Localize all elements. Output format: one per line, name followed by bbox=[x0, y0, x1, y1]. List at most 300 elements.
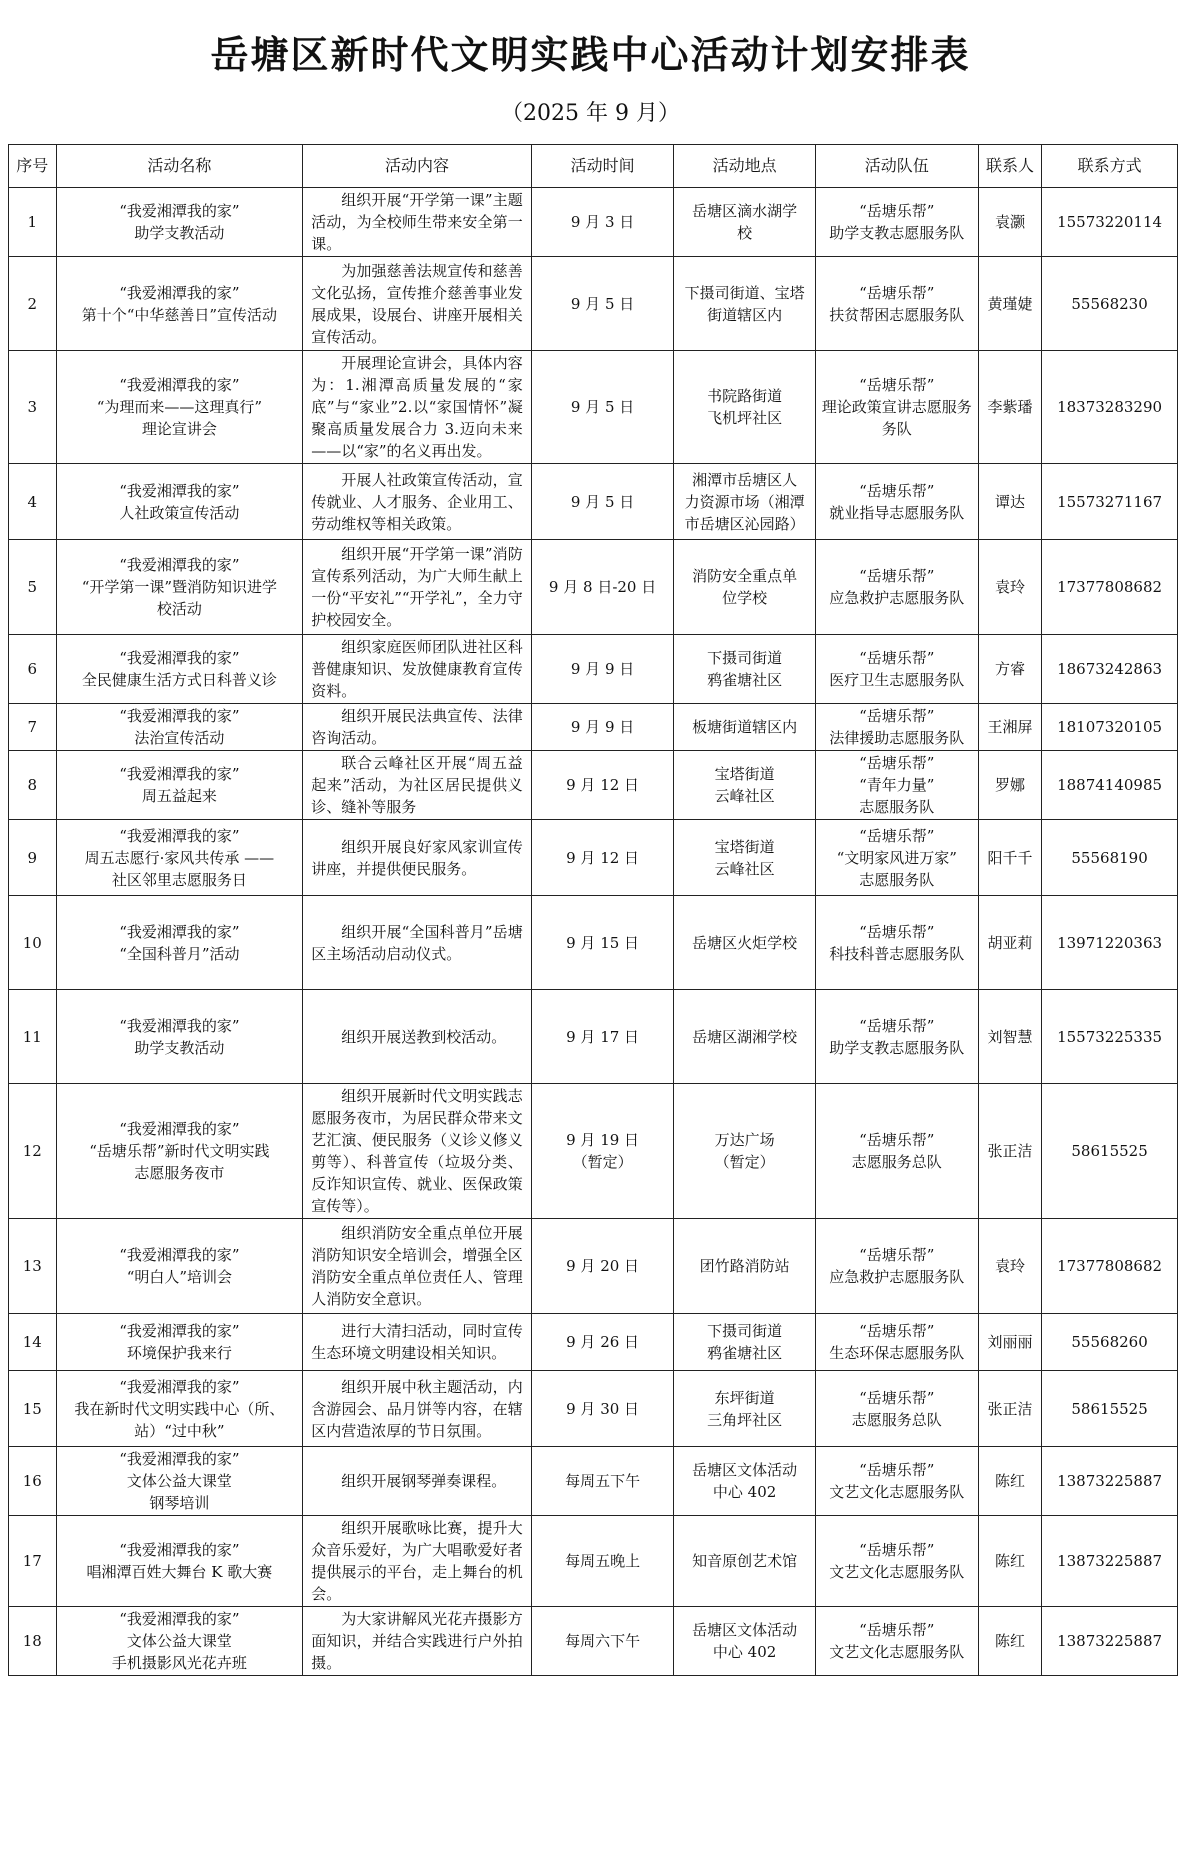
cell-name-line: “为理而来——这理真行” bbox=[96, 398, 263, 416]
cell-name-line: “我爱湘潭我的家” bbox=[119, 826, 240, 845]
cell-place-line: 街道辖区内 bbox=[707, 305, 783, 324]
cell-phone: 13873225887 bbox=[1042, 1607, 1178, 1676]
cell-name-line: 唱湘潭百姓大舞台 K 歌大赛 bbox=[86, 1563, 273, 1581]
cell-phone: 17377808682 bbox=[1042, 540, 1178, 635]
cell-time bbox=[531, 635, 674, 704]
cell-no: 8 bbox=[9, 751, 57, 820]
cell-team-line: “岳塘乐帮” bbox=[859, 376, 935, 394]
cell-no: 4 bbox=[9, 464, 57, 540]
content-text: 组织消防安全重点单位开展消防知识安全培训会，增强全区消防安全重点单位责任人、管理人消防安全意识。 bbox=[311, 1224, 523, 1308]
cell-name bbox=[56, 464, 303, 540]
cell-team bbox=[815, 990, 978, 1084]
header-contact: 联系人 bbox=[978, 145, 1041, 188]
content-text: 进行大清扫活动，同时宣传生态环境文明建设相关知识。 bbox=[311, 1322, 523, 1362]
cell-team-line: 医疗卫生志愿服务队 bbox=[829, 671, 965, 689]
cell-content bbox=[303, 751, 532, 820]
cell-name-line: 社区邻里志愿服务日 bbox=[111, 870, 247, 889]
cell-name bbox=[56, 704, 303, 751]
cell-time-line: 9 月 12 日 bbox=[566, 776, 640, 794]
cell-contact: 刘丽丽 bbox=[978, 1314, 1041, 1371]
cell-name-line: “我爱湘潭我的家” bbox=[119, 707, 240, 725]
cell-phone: 13873225887 bbox=[1042, 1516, 1178, 1607]
cell-team bbox=[815, 820, 978, 896]
cell-place-line: 市岳塘区沁园路） bbox=[684, 514, 805, 533]
cell-place bbox=[674, 1219, 815, 1314]
table-header-row bbox=[9, 145, 1178, 188]
cell-place-line: 位学校 bbox=[722, 589, 768, 607]
table-row bbox=[9, 540, 1178, 635]
table-row bbox=[9, 464, 1178, 540]
header-phone: 联系方式 bbox=[1042, 145, 1178, 188]
cell-place-line: 宝塔街道 bbox=[714, 765, 775, 783]
cell-no: 15 bbox=[9, 1371, 57, 1447]
cell-content bbox=[303, 1371, 532, 1447]
cell-name-line: “我爱湘潭我的家” bbox=[119, 649, 240, 667]
cell-place-line: 湘潭市岳塘区人 bbox=[692, 470, 798, 489]
cell-phone: 15573225335 bbox=[1042, 990, 1178, 1084]
cell-no: 2 bbox=[9, 257, 57, 351]
cell-name-line: “我爱湘潭我的家” bbox=[119, 1610, 240, 1628]
header-name: 活动名称 bbox=[56, 145, 303, 188]
cell-phone: 55568260 bbox=[1042, 1314, 1178, 1371]
cell-no: 3 bbox=[9, 351, 57, 464]
cell-place-line: 消防安全重点单 bbox=[692, 567, 798, 585]
content-text: 组织开展“全国科普月”岳塘区主场活动启动仪式。 bbox=[311, 922, 523, 963]
cell-name-line: “我爱湘潭我的家” bbox=[119, 1322, 240, 1340]
content-text: 组织开展中秋主题活动，内含游园会、品月饼等内容，在辖区内营造浓厚的节日氛围。 bbox=[311, 1377, 523, 1440]
cell-team-line: 助学支教志愿服务队 bbox=[829, 224, 965, 242]
cell-team-line: 志愿服务队 bbox=[859, 870, 935, 889]
content-text: 联合云峰社区开展“周五益起来”活动，为社区居民提供义诊、缝补等服务 bbox=[311, 754, 523, 816]
cell-team-line: 生态环保志愿服务队 bbox=[829, 1344, 965, 1362]
cell-name-line: “我爱湘潭我的家” bbox=[119, 765, 240, 783]
page-subtitle: （2025 年 9 月） bbox=[501, 101, 680, 126]
cell-team-line: “岳塘乐帮” bbox=[859, 1246, 935, 1264]
cell-no: 10 bbox=[9, 896, 57, 990]
cell-contact: 陈红 bbox=[978, 1447, 1041, 1516]
cell-name-line: “我爱湘潭我的家” bbox=[119, 1120, 240, 1138]
cell-phone: 18373283290 bbox=[1042, 351, 1178, 464]
cell-place-line: 中心 402 bbox=[712, 1483, 777, 1501]
cell-no: 1 bbox=[9, 188, 57, 257]
cell-team-line: 扶贫帮困志愿服务队 bbox=[829, 305, 965, 324]
cell-team bbox=[815, 1219, 978, 1314]
cell-place-line: 下摄司街道 bbox=[707, 1322, 783, 1340]
cell-time bbox=[531, 351, 674, 464]
cell-name-line: “开学第一课”暨消防知识进学 bbox=[81, 578, 278, 596]
cell-time bbox=[531, 896, 674, 990]
cell-time-line: 9 月 15 日 bbox=[566, 933, 640, 952]
content-text: 组织开展“开学第一课”消防宣传系列活动，为广大师生献上一份“平安礼”“开学礼”，全力守护校园安全。 bbox=[311, 545, 523, 629]
cell-place-line: 鸦雀塘社区 bbox=[707, 671, 783, 689]
cell-content bbox=[303, 257, 532, 351]
cell-team-line: 文艺文化志愿服务队 bbox=[829, 1483, 965, 1501]
cell-time bbox=[531, 1447, 674, 1516]
cell-place-line: 鸦雀塘社区 bbox=[707, 1344, 783, 1362]
cell-name-line: “我爱湘潭我的家” bbox=[119, 1377, 240, 1396]
cell-name bbox=[56, 1314, 303, 1371]
cell-place-line: 中心 402 bbox=[712, 1643, 777, 1661]
cell-name bbox=[56, 1371, 303, 1447]
cell-time bbox=[531, 188, 674, 257]
cell-team bbox=[815, 188, 978, 257]
cell-name bbox=[56, 990, 303, 1084]
cell-name bbox=[56, 1516, 303, 1607]
cell-contact: 王湘屏 bbox=[978, 704, 1041, 751]
cell-place bbox=[674, 1084, 815, 1219]
cell-team-line: “岳塘乐帮” bbox=[859, 707, 935, 725]
content-text: 组织开展歌咏比赛，提升大众音乐爱好，为广大唱歌爱好者提供展示的平台，走上舞台的机会。 bbox=[311, 1519, 523, 1603]
cell-time bbox=[531, 990, 674, 1084]
cell-time-line: 9 月 5 日 bbox=[570, 398, 635, 416]
cell-no: 5 bbox=[9, 540, 57, 635]
cell-name-line: “我爱湘潭我的家” bbox=[119, 481, 240, 500]
cell-name-line: “明白人”培训会 bbox=[126, 1268, 233, 1286]
cell-name-line: 周五益起来 bbox=[141, 787, 217, 805]
cell-place-line: 下摄司街道 bbox=[707, 649, 783, 667]
cell-team-line: 志愿服务总队 bbox=[851, 1153, 942, 1171]
cell-place bbox=[674, 1447, 815, 1516]
cell-contact: 陈红 bbox=[978, 1607, 1041, 1676]
cell-time bbox=[531, 540, 674, 635]
table-row bbox=[9, 635, 1178, 704]
cell-contact: 阳千千 bbox=[978, 820, 1041, 896]
cell-name-line: 环境保护我来行 bbox=[126, 1344, 232, 1362]
cell-contact: 袁玲 bbox=[978, 1219, 1041, 1314]
cell-time bbox=[531, 704, 674, 751]
cell-content bbox=[303, 1516, 532, 1607]
content-text: 组织开展新时代文明实践志愿服务夜市，为居民群众带来文艺汇演、便民服务（义诊义修义剪等）、科普宣传（垃圾分类、反诈知识宣传、就业、医保政策宣传等）。 bbox=[311, 1087, 523, 1215]
cell-phone: 13971220363 bbox=[1042, 896, 1178, 990]
cell-name-line: 法治宣传活动 bbox=[134, 729, 225, 747]
cell-phone: 55568190 bbox=[1042, 820, 1178, 896]
cell-phone: 13873225887 bbox=[1042, 1447, 1178, 1516]
cell-name bbox=[56, 896, 303, 990]
cell-time-line: 9 月 5 日 bbox=[570, 492, 635, 511]
cell-place-line: 书院路街道 bbox=[707, 387, 783, 405]
cell-team bbox=[815, 1314, 978, 1371]
cell-place-line: 飞机坪社区 bbox=[707, 409, 783, 427]
cell-team-line: 志愿服务总队 bbox=[851, 1410, 942, 1429]
content-text: 组织开展民法典宣传、法律咨询活动。 bbox=[311, 707, 523, 747]
cell-team-line: “岳塘乐帮” bbox=[859, 1322, 935, 1340]
cell-name-line: “我爱湘潭我的家” bbox=[119, 202, 240, 220]
cell-name-line: 助学支教活动 bbox=[134, 1038, 225, 1057]
cell-name-line: 第十个“中华慈善日”宣传活动 bbox=[81, 305, 278, 324]
table-row bbox=[9, 751, 1178, 820]
cell-contact: 胡亚莉 bbox=[978, 896, 1041, 990]
cell-phone: 15573271167 bbox=[1042, 464, 1178, 540]
cell-phone: 18673242863 bbox=[1042, 635, 1178, 704]
cell-team-line: 文艺文化志愿服务队 bbox=[829, 1563, 965, 1581]
cell-team bbox=[815, 1607, 978, 1676]
cell-time-line: 9 月 3 日 bbox=[570, 213, 635, 231]
cell-name-line: “我爱湘潭我的家” bbox=[119, 1016, 240, 1035]
cell-no: 16 bbox=[9, 1447, 57, 1516]
table-row bbox=[9, 257, 1178, 351]
cell-team bbox=[815, 1084, 978, 1219]
cell-team bbox=[815, 704, 978, 751]
header-time: 活动时间 bbox=[531, 145, 674, 188]
cell-place bbox=[674, 1607, 815, 1676]
cell-place-line: 三角坪社区 bbox=[707, 1410, 783, 1429]
cell-team-line: “岳塘乐帮” bbox=[859, 567, 935, 585]
table-row bbox=[9, 1219, 1178, 1314]
cell-team-line: 就业指导志愿服务队 bbox=[829, 503, 965, 522]
cell-team bbox=[815, 1371, 978, 1447]
cell-time bbox=[531, 1516, 674, 1607]
cell-team-line: 务队 bbox=[881, 420, 912, 438]
cell-name-line: 文体公益大课堂 bbox=[126, 1632, 232, 1650]
cell-content bbox=[303, 1607, 532, 1676]
cell-place-line: 知音原创艺术馆 bbox=[692, 1552, 798, 1570]
cell-team-line: “岳塘乐帮” bbox=[859, 1388, 935, 1407]
cell-time-line: 9 月 17 日 bbox=[566, 1027, 640, 1046]
cell-name-line: 志愿服务夜市 bbox=[134, 1164, 225, 1182]
cell-no: 17 bbox=[9, 1516, 57, 1607]
cell-team bbox=[815, 635, 978, 704]
cell-time bbox=[531, 1371, 674, 1447]
cell-time bbox=[531, 820, 674, 896]
content-text: 为大家讲解风光花卉摄影方面知识，并结合实践进行户外拍摄。 bbox=[311, 1610, 523, 1672]
cell-place bbox=[674, 1371, 815, 1447]
content-text: 开展理论宣讲会，具体内容为：1.湘潭高质量发展的“家底”与“家业”2.以“家国情怀”凝聚高质量发展合力 3.迈向未来——以“家”的名义再出发。 bbox=[311, 354, 523, 460]
cell-name-line: 全民健康生活方式日科普义诊 bbox=[81, 671, 277, 689]
cell-content bbox=[303, 540, 532, 635]
table-row bbox=[9, 1516, 1178, 1607]
cell-place bbox=[674, 1516, 815, 1607]
cell-place-line: （暂定） bbox=[714, 1153, 775, 1171]
cell-time-line: 每周六下午 bbox=[565, 1632, 641, 1650]
cell-name-line: “我爱湘潭我的家” bbox=[119, 556, 240, 574]
cell-name-line: “我爱湘潭我的家” bbox=[119, 922, 240, 941]
cell-time-line: 9 月 20 日 bbox=[566, 1257, 640, 1275]
content-text: 组织开展钢琴弹奏课程。 bbox=[341, 1472, 507, 1490]
cell-team-line: 助学支教志愿服务队 bbox=[829, 1038, 965, 1057]
cell-name bbox=[56, 820, 303, 896]
cell-name bbox=[56, 540, 303, 635]
cell-no: 6 bbox=[9, 635, 57, 704]
content-text: 开展人社政策宣传活动，宣传就业、人才服务、企业用工、劳动维权等相关政策。 bbox=[311, 470, 523, 533]
cell-time bbox=[531, 1314, 674, 1371]
cell-time-line: 9 月 5 日 bbox=[570, 294, 635, 313]
cell-place bbox=[674, 464, 815, 540]
cell-contact: 陈红 bbox=[978, 1516, 1041, 1607]
cell-time-line: 9 月 9 日 bbox=[570, 660, 635, 678]
cell-content bbox=[303, 635, 532, 704]
cell-phone: 18874140985 bbox=[1042, 751, 1178, 820]
cell-team-line: “岳塘乐帮” bbox=[859, 481, 935, 500]
cell-place bbox=[674, 704, 815, 751]
cell-team-line: “岳塘乐帮” bbox=[859, 1461, 935, 1479]
cell-content bbox=[303, 351, 532, 464]
cell-team-line: “青年力量” bbox=[859, 776, 935, 794]
cell-content bbox=[303, 1219, 532, 1314]
cell-contact: 张正洁 bbox=[978, 1371, 1041, 1447]
cell-time bbox=[531, 257, 674, 351]
cell-contact: 谭达 bbox=[978, 464, 1041, 540]
cell-time bbox=[531, 751, 674, 820]
cell-name bbox=[56, 351, 303, 464]
cell-name-line: “全国科普月”活动 bbox=[119, 944, 240, 963]
cell-no: 13 bbox=[9, 1219, 57, 1314]
cell-time bbox=[531, 1084, 674, 1219]
cell-time bbox=[531, 1607, 674, 1676]
table-row bbox=[9, 896, 1178, 990]
cell-no: 12 bbox=[9, 1084, 57, 1219]
cell-time bbox=[531, 1219, 674, 1314]
cell-team-line: “岳塘乐帮” bbox=[859, 202, 935, 220]
cell-phone: 58615525 bbox=[1042, 1371, 1178, 1447]
cell-team-line: “岳塘乐帮” bbox=[859, 649, 935, 667]
cell-name-line: “岳塘乐帮”新时代文明实践 bbox=[89, 1142, 270, 1160]
cell-place-line: 岳塘区文体活动 bbox=[692, 1461, 798, 1479]
cell-team-line: “岳塘乐帮” bbox=[859, 1131, 935, 1149]
cell-place bbox=[674, 820, 815, 896]
cell-no: 9 bbox=[9, 820, 57, 896]
cell-time-line: 9 月 26 日 bbox=[566, 1333, 640, 1351]
cell-name bbox=[56, 635, 303, 704]
cell-name-line: 我在新时代文明实践中心（所、 bbox=[74, 1399, 285, 1418]
cell-name-line: 站）“过中秋” bbox=[134, 1421, 225, 1440]
cell-team bbox=[815, 896, 978, 990]
cell-name bbox=[56, 257, 303, 351]
cell-content bbox=[303, 704, 532, 751]
content-text: 组织家庭医师团队进社区科普健康知识、发放健康教育宣传资料。 bbox=[311, 638, 523, 700]
cell-team-line: 科技科普志愿服务队 bbox=[829, 944, 965, 963]
cell-place-line: 云峰社区 bbox=[714, 787, 775, 805]
cell-team-line: 法律援助志愿服务队 bbox=[829, 729, 965, 747]
cell-time-line: （暂定） bbox=[572, 1153, 633, 1171]
cell-place-line: 下摄司街道、宝塔 bbox=[684, 283, 805, 302]
cell-team-line: 应急救护志愿服务队 bbox=[829, 1268, 965, 1286]
cell-content bbox=[303, 188, 532, 257]
cell-contact: 黄瑾婕 bbox=[978, 257, 1041, 351]
cell-time-line: 每周五下午 bbox=[565, 1472, 641, 1490]
cell-place bbox=[674, 990, 815, 1084]
cell-place bbox=[674, 1314, 815, 1371]
content-text: 组织开展送教到校活动。 bbox=[341, 1027, 507, 1046]
cell-place-line: 团竹路消防站 bbox=[699, 1257, 790, 1275]
cell-contact: 袁玲 bbox=[978, 540, 1041, 635]
header-team: 活动队伍 bbox=[815, 145, 978, 188]
content-text: 组织开展“开学第一课”主题活动，为全校师生带来安全第一课。 bbox=[311, 191, 523, 253]
cell-place bbox=[674, 257, 815, 351]
cell-team bbox=[815, 464, 978, 540]
cell-place-line: 力资源市场（湘潭 bbox=[684, 492, 805, 511]
cell-time-line: 9 月 8 日-20 日 bbox=[548, 578, 657, 596]
cell-place-line: 岳塘区火炬学校 bbox=[692, 933, 798, 952]
cell-phone: 58615525 bbox=[1042, 1084, 1178, 1219]
cell-content bbox=[303, 990, 532, 1084]
cell-place-line: 岳塘区湖湘学校 bbox=[692, 1027, 798, 1046]
cell-no: 11 bbox=[9, 990, 57, 1084]
table-row bbox=[9, 1447, 1178, 1516]
cell-content bbox=[303, 1447, 532, 1516]
cell-name-line: 理论宣讲会 bbox=[141, 420, 217, 438]
cell-time-line: 9 月 19 日 bbox=[566, 1131, 640, 1149]
table-row bbox=[9, 351, 1178, 464]
cell-team-line: “文明家风进万家” bbox=[836, 848, 957, 867]
cell-contact: 方睿 bbox=[978, 635, 1041, 704]
cell-team bbox=[815, 540, 978, 635]
cell-name bbox=[56, 1607, 303, 1676]
cell-content bbox=[303, 1084, 532, 1219]
cell-team-line: “岳塘乐帮” bbox=[859, 1541, 935, 1559]
cell-name-line: “我爱湘潭我的家” bbox=[119, 1450, 240, 1468]
table-row bbox=[9, 990, 1178, 1084]
cell-team bbox=[815, 257, 978, 351]
cell-time bbox=[531, 464, 674, 540]
table-row bbox=[9, 1607, 1178, 1676]
cell-name bbox=[56, 1447, 303, 1516]
content-text: 组织开展良好家风家训宣传讲座，并提供便民服务。 bbox=[311, 837, 523, 878]
cell-content bbox=[303, 1314, 532, 1371]
cell-place-line: 万达广场 bbox=[714, 1131, 775, 1149]
cell-phone: 15573220114 bbox=[1042, 188, 1178, 257]
cell-no: 14 bbox=[9, 1314, 57, 1371]
cell-place-line: 宝塔街道 bbox=[714, 837, 775, 856]
cell-team-line: 应急救护志愿服务队 bbox=[829, 589, 965, 607]
cell-place-line: 校 bbox=[737, 224, 753, 242]
content-text: 为加强慈善法规宣传和慈善文化弘扬，宣传推介慈善事业发展成果，设展台、讲座开展相关宣传活动。 bbox=[311, 261, 523, 346]
cell-name-line: “我爱湘潭我的家” bbox=[119, 1246, 240, 1264]
cell-team-line: 文艺文化志愿服务队 bbox=[829, 1643, 965, 1661]
cell-name bbox=[56, 1084, 303, 1219]
cell-team-line: 理论政策宣讲志愿服务 bbox=[821, 398, 972, 416]
cell-team-line: 志愿服务队 bbox=[859, 798, 935, 816]
cell-name bbox=[56, 188, 303, 257]
cell-place bbox=[674, 351, 815, 464]
cell-time-line: 9 月 9 日 bbox=[570, 718, 635, 736]
table-row bbox=[9, 1314, 1178, 1371]
cell-contact: 李紫璠 bbox=[978, 351, 1041, 464]
header-no: 序号 bbox=[9, 145, 57, 188]
cell-contact: 罗娜 bbox=[978, 751, 1041, 820]
cell-place-line: 东坪街道 bbox=[714, 1388, 775, 1407]
cell-place bbox=[674, 896, 815, 990]
cell-name-line: “我爱湘潭我的家” bbox=[119, 376, 240, 394]
cell-place-line: 板塘街道辖区内 bbox=[692, 718, 798, 736]
table-row bbox=[9, 1371, 1178, 1447]
cell-time-line: 每周五晚上 bbox=[565, 1552, 641, 1570]
cell-content bbox=[303, 820, 532, 896]
page-title: 岳塘区新时代文明实践中心活动计划安排表 bbox=[210, 33, 971, 77]
cell-team-line: “岳塘乐帮” bbox=[859, 1016, 935, 1035]
cell-place bbox=[674, 751, 815, 820]
cell-name-line: “我爱湘潭我的家” bbox=[119, 1541, 240, 1559]
cell-team-line: “岳塘乐帮” bbox=[859, 826, 935, 845]
cell-team bbox=[815, 1516, 978, 1607]
header-content: 活动内容 bbox=[303, 145, 532, 188]
cell-phone: 55568230 bbox=[1042, 257, 1178, 351]
cell-team-line: “岳塘乐帮” bbox=[859, 1621, 935, 1639]
cell-contact: 张正洁 bbox=[978, 1084, 1041, 1219]
cell-name-line: 周五志愿行·家风共传承 —— bbox=[84, 848, 275, 867]
activity-table bbox=[8, 144, 1178, 1676]
cell-time-line: 9 月 30 日 bbox=[566, 1399, 640, 1418]
cell-name-line: 手机摄影风光花卉班 bbox=[111, 1654, 247, 1672]
cell-no: 7 bbox=[9, 704, 57, 751]
cell-content bbox=[303, 896, 532, 990]
cell-phone: 17377808682 bbox=[1042, 1219, 1178, 1314]
cell-name-line: 校活动 bbox=[156, 600, 202, 618]
cell-contact: 袁灏 bbox=[978, 188, 1041, 257]
table-body bbox=[9, 188, 1178, 1676]
cell-place bbox=[674, 188, 815, 257]
cell-team bbox=[815, 1447, 978, 1516]
cell-name-line: 助学支教活动 bbox=[134, 224, 225, 242]
